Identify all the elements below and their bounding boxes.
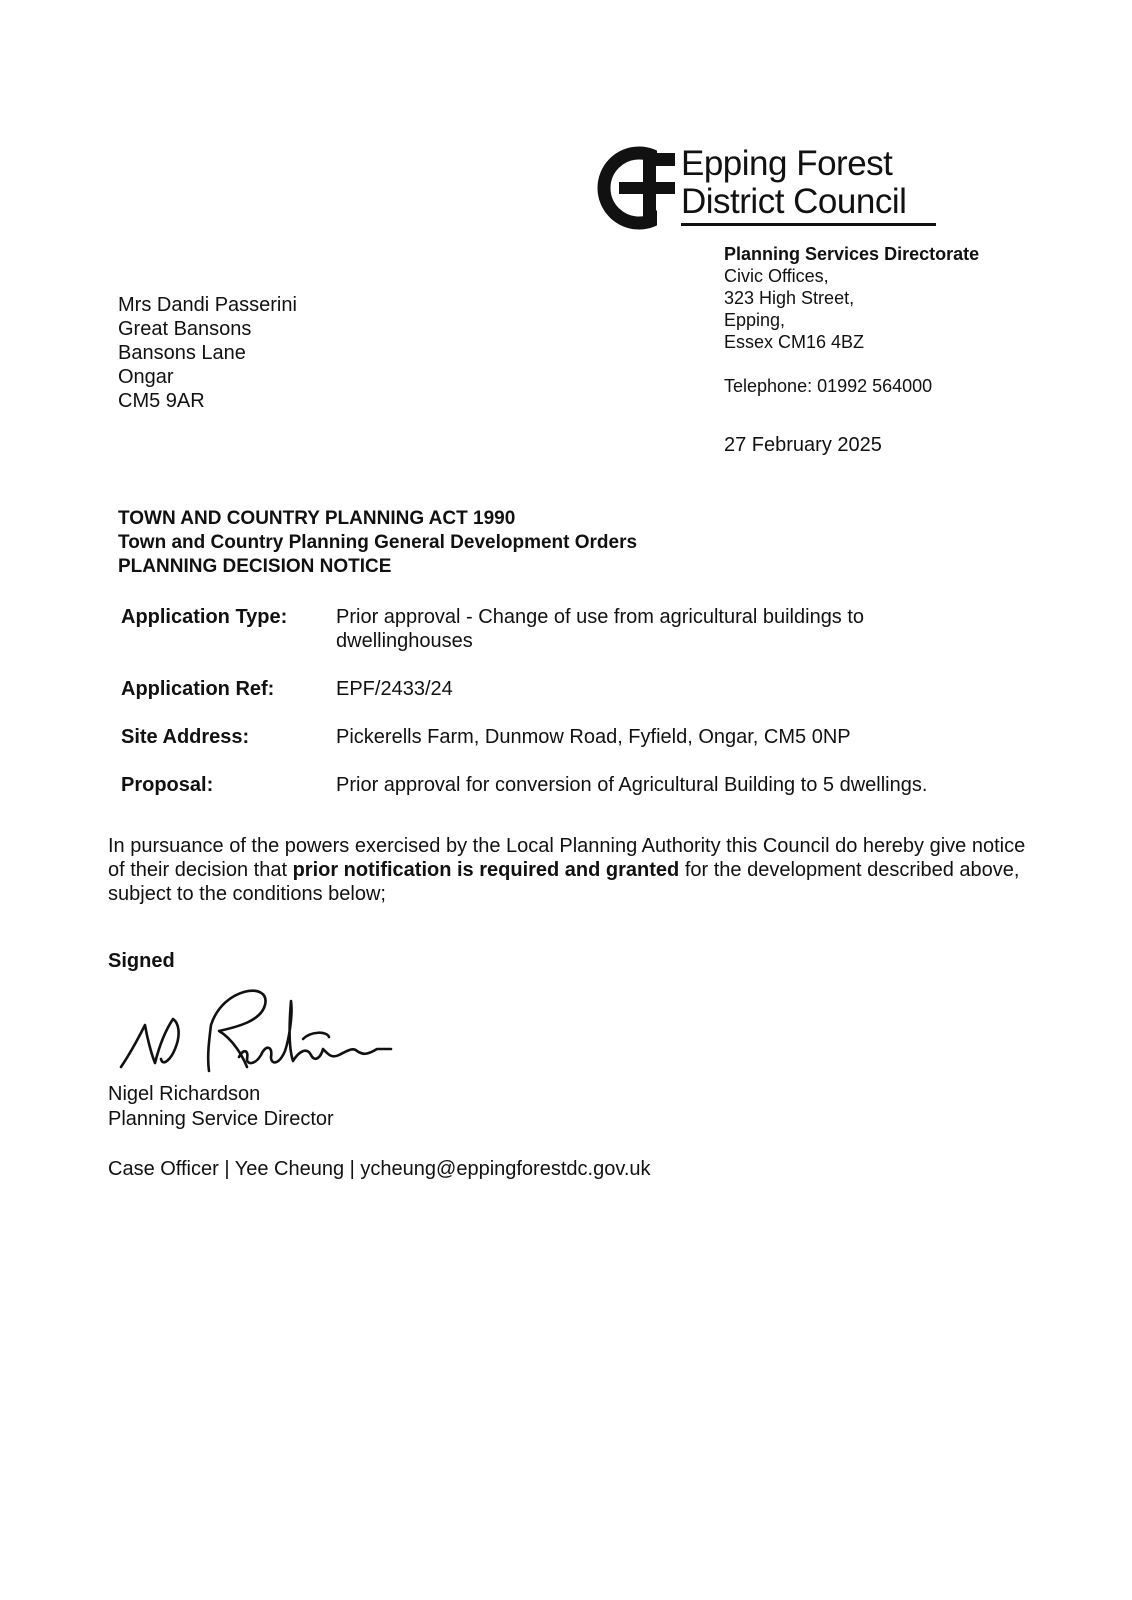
heading-act: TOWN AND COUNTRY PLANNING ACT 1990 [118,508,516,529]
notice-headings [118,507,637,579]
detail-value: Prior approval for conversion of Agricultural Building to 5 dwellings. [336,774,928,796]
detail-label: Proposal: [121,774,214,796]
council-emblem-icon [597,140,677,236]
directorate-telephone: Telephone: 01992 564000 [724,376,933,396]
decision-text-bold: prior notification is required and granted [292,859,680,881]
recipient-address [118,293,297,413]
recipient-line: Bansons Lane [118,342,246,364]
directorate-address-line: Civic Offices, [724,266,829,286]
directorate-address-line: Epping, [724,310,786,330]
council-logo [597,140,942,236]
decision-text-before: In pursuance of the powers exercised by the Local Planning Authority this Council do hereby give notice of their decision that [108,835,1026,881]
logo-underline [681,223,936,226]
signer-name: Nigel Richardson [108,1083,261,1105]
heading-orders: Town and Country Planning General Development Orders [118,532,638,553]
detail-label: Application Ref: [121,678,275,700]
recipient-line: Great Bansons [118,318,252,340]
decision-paragraph [108,834,1028,906]
recipient-line: CM5 9AR [118,390,205,412]
logo-line-1: Epping Forest [681,144,893,183]
detail-value: Pickerells Farm, Dunmow Road, Fyfield, Ongar, CM5 0NP [336,726,851,748]
recipient-line: Ongar [118,366,174,388]
directorate-address-line: Essex CM16 4BZ [724,332,865,352]
detail-label: Application Type: [121,606,288,628]
logo-line-2: District Council [681,182,907,221]
signature-image [115,975,395,1085]
heading-notice: PLANNING DECISION NOTICE [118,556,392,577]
directorate-block [724,243,979,397]
detail-label: Site Address: [121,726,250,748]
signed-label: Signed [108,950,175,972]
directorate-name: Planning Services Directorate [724,244,980,264]
detail-value: EPF/2433/24 [336,678,453,700]
decision-text-after: for the development described above, subject to the conditions below; [108,859,1020,905]
case-officer-line: Case Officer | Yee Cheung | ycheung@eppingforestdc.gov.uk [108,1158,651,1180]
signer-block [108,1082,334,1132]
detail-value: Prior approval - Change of use from agricultural buildings to dwellinghouses [336,606,865,652]
directorate-address-line: 323 High Street, [724,288,855,308]
recipient-line: Mrs Dandi Passerini [118,294,297,316]
signer-title: Planning Service Director [108,1108,334,1130]
letter-date: 27 February 2025 [724,434,882,456]
